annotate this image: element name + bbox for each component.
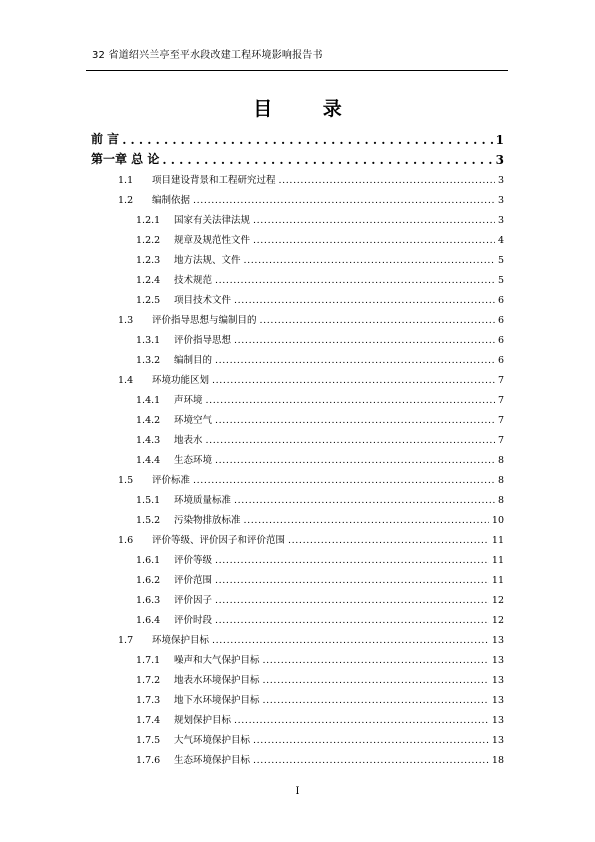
toc-entry-page: 6 <box>497 315 504 326</box>
toc-entry-title: 环境功能区划 <box>152 375 210 386</box>
toc-entry[interactable] <box>136 712 504 726</box>
toc-entry[interactable] <box>118 312 504 326</box>
toc-entry[interactable] <box>118 192 504 206</box>
toc-entry-page: 5 <box>497 255 504 266</box>
toc-leader-dots <box>263 655 489 666</box>
toc-entry-number: 1.7.2 <box>136 675 161 686</box>
toc-leader-dots <box>215 275 495 286</box>
toc-entry-page: 18 <box>491 755 504 766</box>
toc-leader-dots <box>215 455 495 466</box>
toc-leader-dots <box>215 575 489 586</box>
toc-entry-title: 评价指导思想 <box>174 335 232 346</box>
toc-entry[interactable] <box>118 532 504 546</box>
toc-leader-dots <box>234 715 489 726</box>
toc-entry-title: 项目建设背景和工程研究过程 <box>152 175 276 186</box>
toc-entry[interactable] <box>136 752 504 766</box>
toc-entry-title: 地表水 <box>174 435 203 446</box>
toc-leader-dots <box>263 695 489 706</box>
toc-leader-dots <box>215 355 495 366</box>
toc-entry-page: 11 <box>491 575 504 586</box>
toc-entry-number: 1.7.6 <box>136 755 161 766</box>
toc-entry-number: 1.7 <box>118 635 134 646</box>
toc-entry-title: 污染物排放标准 <box>174 515 241 526</box>
toc-entry[interactable] <box>136 452 504 466</box>
toc-entry-number: 1.7.1 <box>136 655 161 666</box>
toc-entry[interactable] <box>136 732 504 746</box>
toc-entry-title: 生态环境 <box>174 455 213 466</box>
toc-entry-title: 评价等级 <box>174 555 213 566</box>
toc-entry-number: 1.4 <box>118 375 134 386</box>
toc-entry-title: 评价等级、评价因子和评价范围 <box>152 535 286 546</box>
toc-leader-dots <box>193 195 495 206</box>
toc-entry-page: 3 <box>497 215 504 226</box>
toc-entry-page: 7 <box>497 375 504 386</box>
toc-entry-title: 声环境 <box>174 395 203 406</box>
toc-entry-number: 1.4.3 <box>136 435 161 446</box>
toc-entry-title: 评价时段 <box>174 615 213 626</box>
toc-leader-dots <box>288 535 489 546</box>
toc-entry-title: 评价指导思想与编制目的 <box>152 315 257 326</box>
toc-entry[interactable] <box>136 572 504 586</box>
toc-entry-page: 3 <box>497 175 504 186</box>
toc-entry-page: 10 <box>491 515 504 526</box>
toc-leader-dots <box>206 395 495 406</box>
toc-entry[interactable] <box>136 652 504 666</box>
toc-entry[interactable] <box>136 552 504 566</box>
running-header: 32 省道绍兴兰亭至平水段改建工程环境影响报告书 <box>92 50 323 61</box>
toc-leader-dots <box>122 133 492 147</box>
toc-entry-title: 大气环境保护目标 <box>174 735 251 746</box>
toc-entry-page: 7 <box>497 415 504 426</box>
toc-entry-page: 13 <box>491 675 504 686</box>
toc-entry-number: 1.6 <box>118 535 134 546</box>
toc-entry[interactable] <box>136 512 504 526</box>
toc-entry[interactable] <box>136 392 504 406</box>
toc-leader-dots <box>263 675 489 686</box>
toc-entry-title: 第一章 总 论 <box>91 152 160 166</box>
toc-leader-dots <box>279 175 495 186</box>
toc-entry-page: 13 <box>491 635 504 646</box>
toc-entry[interactable] <box>136 272 504 286</box>
toc-entry[interactable] <box>136 692 504 706</box>
toc-entry-page: 12 <box>491 615 504 626</box>
toc-leader-dots <box>253 235 495 246</box>
toc-leader-dots <box>215 415 495 426</box>
toc-entry-page: 6 <box>497 295 504 306</box>
toc-leader-dots <box>253 735 489 746</box>
toc-entry-number: 1.7.5 <box>136 735 161 746</box>
toc-entry[interactable] <box>136 432 504 446</box>
toc-entry-page: 8 <box>497 455 504 466</box>
toc-entry-number: 1.3 <box>118 315 134 326</box>
toc-chapter-entry[interactable] <box>91 130 504 147</box>
toc-entry[interactable] <box>118 372 504 386</box>
toc-leader-dots <box>253 215 495 226</box>
toc-entry-number: 1.2.1 <box>136 215 161 226</box>
toc-entry-number: 1.4.4 <box>136 455 161 466</box>
toc-entry[interactable] <box>136 412 504 426</box>
toc-entry[interactable] <box>118 172 504 186</box>
toc-leader-dots <box>193 475 495 486</box>
toc-entry-page: 8 <box>497 475 504 486</box>
toc-entry-title: 地表水环境保护目标 <box>174 675 260 686</box>
toc-leader-dots <box>215 615 489 626</box>
toc-leader-dots <box>244 255 495 266</box>
toc-leader-dots <box>234 495 495 506</box>
toc-entry-page: 3 <box>495 153 504 167</box>
toc-entry[interactable] <box>118 632 504 646</box>
toc-entry-number: 1.5 <box>118 475 134 486</box>
toc-entry[interactable] <box>136 592 504 606</box>
toc-entry-title: 前 言 <box>91 132 120 146</box>
toc-entry-page: 5 <box>497 275 504 286</box>
toc-entry[interactable] <box>136 672 504 686</box>
toc-entry-number: 1.6.2 <box>136 575 161 586</box>
toc-entry-title: 编制依据 <box>152 195 191 206</box>
toc-entry[interactable] <box>136 492 504 506</box>
toc-entry[interactable] <box>136 232 504 246</box>
toc-entry[interactable] <box>136 292 504 306</box>
toc-entry-title: 生态环境保护目标 <box>174 755 251 766</box>
toc-entry-page: 3 <box>497 195 504 206</box>
toc-entry-number: 1.6.4 <box>136 615 161 626</box>
page-number: I <box>295 786 300 797</box>
toc-leader-dots <box>206 435 495 446</box>
toc-entry-number: 1.2.2 <box>136 235 161 246</box>
toc-entry-page: 7 <box>497 435 504 446</box>
toc-entry-title: 项目技术文件 <box>174 295 232 306</box>
toc-entry-title: 环境质量标准 <box>174 495 232 506</box>
toc-leader-dots <box>253 755 489 766</box>
toc-entry-title: 噪声和大气保护目标 <box>174 655 260 666</box>
toc-entry-title: 评价因子 <box>174 595 213 606</box>
toc-entry-title: 规章及规范性文件 <box>174 235 251 246</box>
toc-leader-dots <box>234 295 495 306</box>
toc-entry-page: 7 <box>497 395 504 406</box>
toc-entry-title: 环境保护目标 <box>152 635 210 646</box>
toc-entry-page: 11 <box>491 555 504 566</box>
toc-title: 目 录 <box>253 98 364 120</box>
toc-leader-dots <box>162 153 492 167</box>
toc-entry-number: 1.3.1 <box>136 335 161 346</box>
toc-entry[interactable] <box>136 352 504 366</box>
toc-entry-number: 1.7.3 <box>136 695 161 706</box>
toc-entry-title: 规划保护目标 <box>174 715 232 726</box>
toc-entry-page: 4 <box>497 235 504 246</box>
toc-entry[interactable] <box>136 332 504 346</box>
toc-entry-page: 1 <box>495 133 504 147</box>
toc-entry-title: 评价标准 <box>152 475 191 486</box>
toc-entry-number: 1.4.1 <box>136 395 161 406</box>
toc-entry-title: 国家有关法律法规 <box>174 215 251 226</box>
toc-entry-number: 1.5.2 <box>136 515 161 526</box>
toc-leader-dots <box>215 595 489 606</box>
toc-leader-dots <box>260 315 495 326</box>
toc-entry-title: 地方法规、文件 <box>174 255 241 266</box>
toc-leader-dots <box>244 515 489 526</box>
toc-entry-title: 编制目的 <box>174 355 213 366</box>
toc-entry[interactable] <box>136 612 504 626</box>
toc-leader-dots <box>212 375 495 386</box>
toc-entry-title: 地下水环境保护目标 <box>174 695 260 706</box>
toc-chapter-entry[interactable] <box>91 150 504 167</box>
toc-entry-page: 13 <box>491 735 504 746</box>
toc-entry-number: 1.4.2 <box>136 415 161 426</box>
toc-entry[interactable] <box>136 212 504 226</box>
toc-entry-title: 评价范围 <box>174 575 213 586</box>
toc-entry[interactable] <box>136 252 504 266</box>
toc-entry-number: 1.2 <box>118 195 134 206</box>
toc-entry-number: 1.3.2 <box>136 355 161 366</box>
toc-entry-title: 技术规范 <box>174 275 213 286</box>
toc-entry[interactable] <box>118 472 504 486</box>
toc-entry-page: 6 <box>497 335 504 346</box>
toc-entry-page: 13 <box>491 655 504 666</box>
toc-entry-number: 1.2.5 <box>136 295 161 306</box>
toc-entry-page: 12 <box>491 595 504 606</box>
toc-leader-dots <box>215 555 489 566</box>
toc-entry-page: 13 <box>491 715 504 726</box>
toc-entry-number: 1.2.4 <box>136 275 161 286</box>
toc-entry-number: 1.6.1 <box>136 555 161 566</box>
toc-leader-dots <box>234 335 495 346</box>
toc-entry-title: 环境空气 <box>174 415 213 426</box>
toc-entry-page: 11 <box>491 535 504 546</box>
toc-entry-number: 1.7.4 <box>136 715 161 726</box>
toc-entry-number: 1.6.3 <box>136 595 161 606</box>
toc-entry-number: 1.1 <box>118 175 134 186</box>
toc-entry-page: 13 <box>491 695 504 706</box>
toc-leader-dots <box>212 635 489 646</box>
toc-entry-number: 1.5.1 <box>136 495 161 506</box>
toc-entry-page: 6 <box>497 355 504 366</box>
toc-entry-number: 1.2.3 <box>136 255 161 266</box>
toc-entry-page: 8 <box>497 495 504 506</box>
